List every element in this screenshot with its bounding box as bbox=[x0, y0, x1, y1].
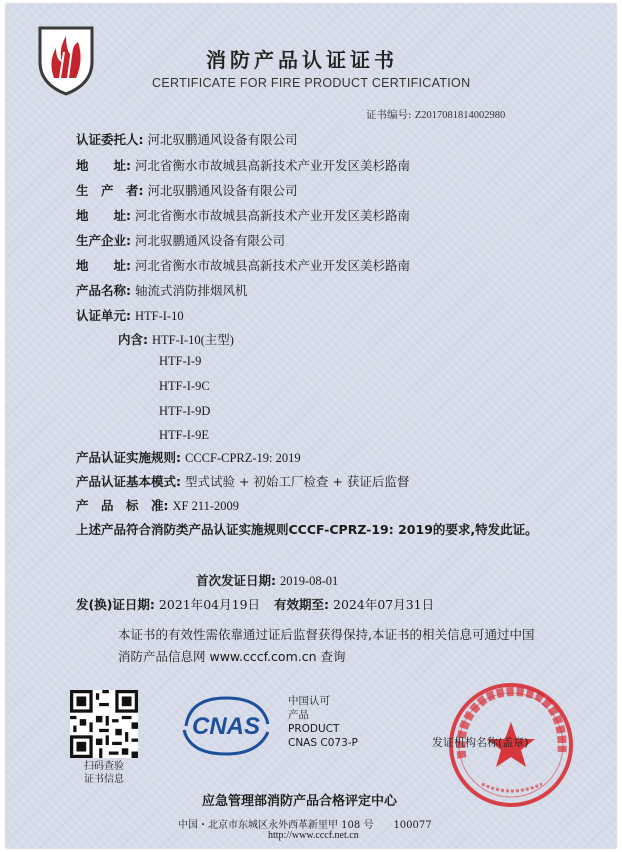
cnas-line: PRODUCT bbox=[288, 723, 340, 735]
cnas-line: 产品 bbox=[288, 709, 309, 721]
validity-notice: 本证书的有效性需依靠通过证后监督获得保持,本证书的相关信息可通过中国消防产品信息网 www.cccf.com.cn 查询 bbox=[118, 627, 535, 664]
field-value: HTF-I-10 bbox=[134, 309, 184, 323]
qr-caption-line: 证书信息 bbox=[84, 774, 124, 785]
rule-label: 产 品 标 准: bbox=[76, 498, 169, 513]
rule-value: XF 211-2009 bbox=[172, 499, 240, 513]
issue-date-row bbox=[76, 595, 434, 613]
cnas-accreditation-text bbox=[288, 694, 358, 750]
contents-item: HTF-I-9D bbox=[159, 404, 211, 418]
field-row bbox=[76, 156, 410, 174]
cnas-line: 中国认可 bbox=[288, 695, 330, 707]
rule-row bbox=[76, 448, 301, 466]
rule-value: CCCF-CPRZ-19: 2019 bbox=[184, 451, 301, 465]
certificate-number-label: 证书编号: bbox=[366, 109, 412, 121]
contents-label: 内含: bbox=[118, 332, 148, 347]
rule-value: 型式试验 + 初始工厂检查 + 获证后监督 bbox=[184, 474, 410, 489]
certificate-paper bbox=[6, 4, 616, 848]
qr-caption-line: 扫码查验 bbox=[84, 761, 124, 772]
field-row bbox=[76, 306, 184, 324]
valid-until-label: 有效期至: bbox=[274, 597, 330, 612]
first-issue-label: 首次发证日期: bbox=[196, 573, 276, 588]
cnas-line: CNAS C073-P bbox=[288, 737, 358, 749]
field-label: 地 址: bbox=[76, 158, 131, 173]
issuer-address: 中国・北京市东城区永外西革新里甲 108 号 100077 bbox=[178, 820, 432, 831]
field-row bbox=[76, 206, 410, 224]
field-row bbox=[76, 181, 298, 199]
contents-item: HTF-I-10(主型) bbox=[151, 333, 234, 347]
qr-caption bbox=[76, 760, 132, 786]
field-label: 地 址: bbox=[76, 208, 131, 223]
fire-certification-logo-icon bbox=[34, 22, 98, 96]
first-issue-date bbox=[196, 571, 338, 589]
contents-item: HTF-I-9C bbox=[159, 379, 210, 393]
field-label: 生 产 者: bbox=[76, 183, 144, 198]
issue-date-label: 发(换)证日期: bbox=[76, 597, 155, 612]
seal-caption: 发证机构名称(盖章) bbox=[432, 736, 529, 749]
title-chinese: 消防产品认证证书 bbox=[206, 48, 398, 72]
field-row bbox=[76, 256, 410, 274]
field-row bbox=[76, 130, 298, 148]
field-value: 轴流式消防排烟风机 bbox=[134, 283, 248, 298]
contents-item: HTF-I-9E bbox=[159, 428, 209, 442]
qr-code-icon[interactable] bbox=[70, 690, 138, 758]
title-english: CERTIFICATE FOR FIRE PRODUCT CERTIFICATION bbox=[152, 76, 471, 90]
valid-until-value: 2024年07月31日 bbox=[333, 597, 435, 612]
contents-item: HTF-I-9 bbox=[159, 354, 202, 368]
rule-row bbox=[76, 472, 409, 490]
certificate-number-value: Z2017081814002980 bbox=[414, 110, 506, 121]
field-value: 河北省衡水市故城县高新技术产业开发区美杉路南 bbox=[134, 258, 410, 273]
field-value: 河北驭鹏通风设备有限公司 bbox=[147, 183, 298, 198]
contents-row bbox=[118, 330, 234, 348]
field-label: 产品名称: bbox=[76, 283, 131, 298]
field-value: 河北驭鹏通风设备有限公司 bbox=[134, 233, 285, 248]
field-label: 生产企业: bbox=[76, 233, 131, 248]
field-value: 河北驭鹏通风设备有限公司 bbox=[147, 132, 298, 147]
field-value: 河北省衡水市故城县高新技术产业开发区美杉路南 bbox=[134, 158, 410, 173]
issuer-website-link[interactable]: http://www.cccf.net.cn bbox=[268, 830, 359, 841]
field-label: 地 址: bbox=[76, 258, 131, 273]
rule-label: 产品认证实施规则: bbox=[76, 450, 181, 465]
issue-date-value: 2021年04月19日 bbox=[158, 597, 261, 612]
certification-statement: 上述产品符合消防类产品认证实施规则CCCF-CPRZ-19: 2019的要求,特发此证。 bbox=[76, 522, 538, 537]
field-row bbox=[76, 231, 285, 249]
issuing-authority: 应急管理部消防产品合格评定中心 bbox=[202, 794, 398, 809]
rule-label: 产品认证基本模式: bbox=[76, 474, 181, 489]
cnas-logo-text: CNAS bbox=[191, 713, 261, 740]
field-label: 认证委托人: bbox=[76, 132, 144, 147]
first-issue-value: 2019-08-01 bbox=[279, 574, 339, 588]
field-label: 认证单元: bbox=[76, 308, 131, 323]
cnas-logo-icon bbox=[176, 694, 276, 758]
field-row bbox=[76, 281, 248, 299]
field-value: 河北省衡水市故城县高新技术产业开发区美杉路南 bbox=[134, 208, 410, 223]
certificate-number bbox=[366, 107, 505, 122]
rule-row bbox=[76, 496, 239, 514]
